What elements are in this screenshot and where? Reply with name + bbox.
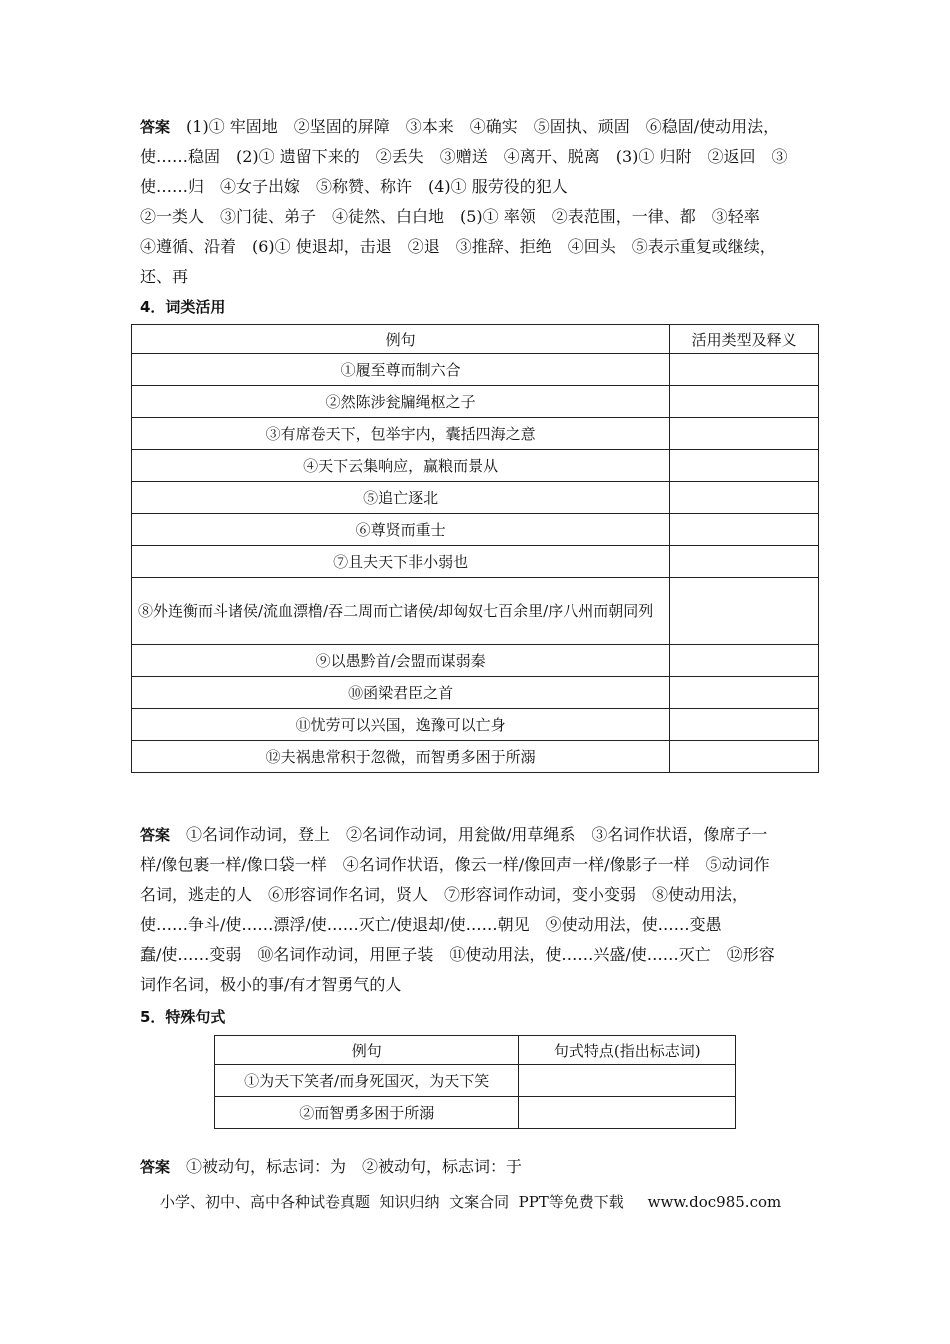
table-row <box>132 418 819 450</box>
table-row <box>132 709 819 741</box>
example-cell: ⑪忧劳可以兴国，逸豫可以亡身 <box>132 709 670 741</box>
answer-line: ①名词作动词，登上 ②名词作动词，用瓮做/用草绳系 ③名词作状语，像席子一 <box>186 825 768 844</box>
answer-line: 使……稳固 (2)① 遗留下来的 ②丢失 ③赠送 ④离开、脱离 (3)① 归附 ②返回 ③ <box>140 147 788 166</box>
answer-line: 使……归 ④女子出嫁 ⑤称赞、称许 (4)① 服劳役的犯人 <box>140 177 568 196</box>
column-header: 例句 <box>132 325 670 354</box>
answer-cell[interactable] <box>670 578 819 645</box>
column-header: 句式特点(指出标志词) <box>519 1036 736 1065</box>
answer-line: 词作名词，极小的事/有才智勇气的人 <box>140 975 402 994</box>
answer-line: 蠢/使……变弱 ⑩名词作动词，用匣子装 ⑪使动用法，使……兴盛/使……灭亡 ⑫形容 <box>140 945 775 964</box>
example-cell: ⑤追亡逐北 <box>132 482 670 514</box>
answer-cell[interactable] <box>670 546 819 578</box>
answer-line: 名词，逃走的人 ⑥形容词作名词，贤人 ⑦形容词作动词，变小变弱 ⑧使动用法， <box>140 885 749 904</box>
table-row <box>132 677 819 709</box>
example-cell: ⑨以愚黔首/会盟而谋弱秦 <box>132 645 670 677</box>
table-row <box>132 482 819 514</box>
answer-line: 还、再 <box>140 267 189 286</box>
example-cell: ⑧外连衡而斗诸侯/流血漂橹/吞二周而亡诸侯/却匈奴七百余里/序八州而朝同列 <box>132 578 670 645</box>
example-cell: ⑥尊贤而重士 <box>132 514 670 546</box>
answer-cell[interactable] <box>670 741 819 773</box>
answer-cell[interactable] <box>670 645 819 677</box>
example-cell: ②然陈涉瓮牖绳枢之子 <box>132 386 670 418</box>
answer-label: 答案 <box>140 1158 171 1176</box>
answer-block-1 <box>140 112 820 292</box>
answer-cell[interactable] <box>670 709 819 741</box>
example-cell: ⑩函梁君臣之首 <box>132 677 670 709</box>
answer-cell[interactable] <box>670 386 819 418</box>
column-header: 活用类型及释义 <box>670 325 819 354</box>
footer-text: 小学、初中、高中各种试卷真题 知识归纳 文案合同 PPT等免费下载 www.doc985.com <box>160 1193 782 1211</box>
answer-text: ①被动句，标志词：为 ②被动句，标志词：于 <box>186 1157 523 1176</box>
column-header: 例句 <box>215 1036 519 1065</box>
table-row <box>132 386 819 418</box>
example-cell: ⑫夫祸患常积于忽微，而智勇多困于所溺 <box>132 741 670 773</box>
table-row <box>132 741 819 773</box>
answer-cell[interactable] <box>670 677 819 709</box>
usage-table <box>131 324 819 773</box>
sentence-pattern-table <box>214 1035 736 1129</box>
table-row <box>132 546 819 578</box>
table-row <box>132 450 819 482</box>
answer-line: 使……争斗/使……漂浮/使……灭亡/使退却/使……朝见 ⑨使动用法，使……变愚 <box>140 915 722 934</box>
table-row <box>132 354 819 386</box>
answer-cell[interactable] <box>670 482 819 514</box>
answer-label: 答案 <box>140 826 171 844</box>
table-row <box>132 645 819 677</box>
answer-block-2 <box>140 820 820 1000</box>
answer-cell[interactable] <box>670 450 819 482</box>
answer-line: ②一类人 ③门徒、弟子 ④徒然、白白地 (5)① 率领 ②表范围，一律、都 ③轻率 <box>140 207 760 226</box>
answer-cell[interactable] <box>519 1097 736 1129</box>
answer-line: ④遵循、沿着 (6)① 使退却，击退 ②退 ③推辞、拒绝 ④回头 ⑤表示重复或继续， <box>140 237 776 256</box>
section-4-heading: 4．词类活用 <box>140 298 226 316</box>
answer-line: (1)① 牢固地 ②坚固的屏障 ③本来 ④确实 ⑤固执、顽固 ⑥稳固/使动用法， <box>186 117 780 136</box>
answer-cell[interactable] <box>670 514 819 546</box>
table-row <box>215 1065 736 1097</box>
example-cell: ④天下云集响应，赢粮而景从 <box>132 450 670 482</box>
example-cell: ②而智勇多困于所溺 <box>215 1097 519 1129</box>
answer-line: 样/像包裹一样/像口袋一样 ④名词作状语，像云一样/像回声一样/像影子一样 ⑤动词作 <box>140 855 770 874</box>
table-row <box>132 514 819 546</box>
table-row <box>132 578 819 645</box>
section-5-heading: 5．特殊句式 <box>140 1008 226 1026</box>
answer-label: 答案 <box>140 118 171 136</box>
answer-cell[interactable] <box>670 418 819 450</box>
example-cell: ①为天下笑者/而身死国灭，为天下笑 <box>215 1065 519 1097</box>
answer-cell[interactable] <box>519 1065 736 1097</box>
example-cell: ③有席卷天下，包举宇内，囊括四海之意 <box>132 418 670 450</box>
example-cell: ①履至尊而制六合 <box>132 354 670 386</box>
table-row <box>215 1097 736 1129</box>
table-header-row <box>215 1036 736 1065</box>
example-cell: ⑦且夫天下非小弱也 <box>132 546 670 578</box>
answer-cell[interactable] <box>670 354 819 386</box>
answer-block-3 <box>140 1152 820 1182</box>
table-header-row <box>132 325 819 354</box>
